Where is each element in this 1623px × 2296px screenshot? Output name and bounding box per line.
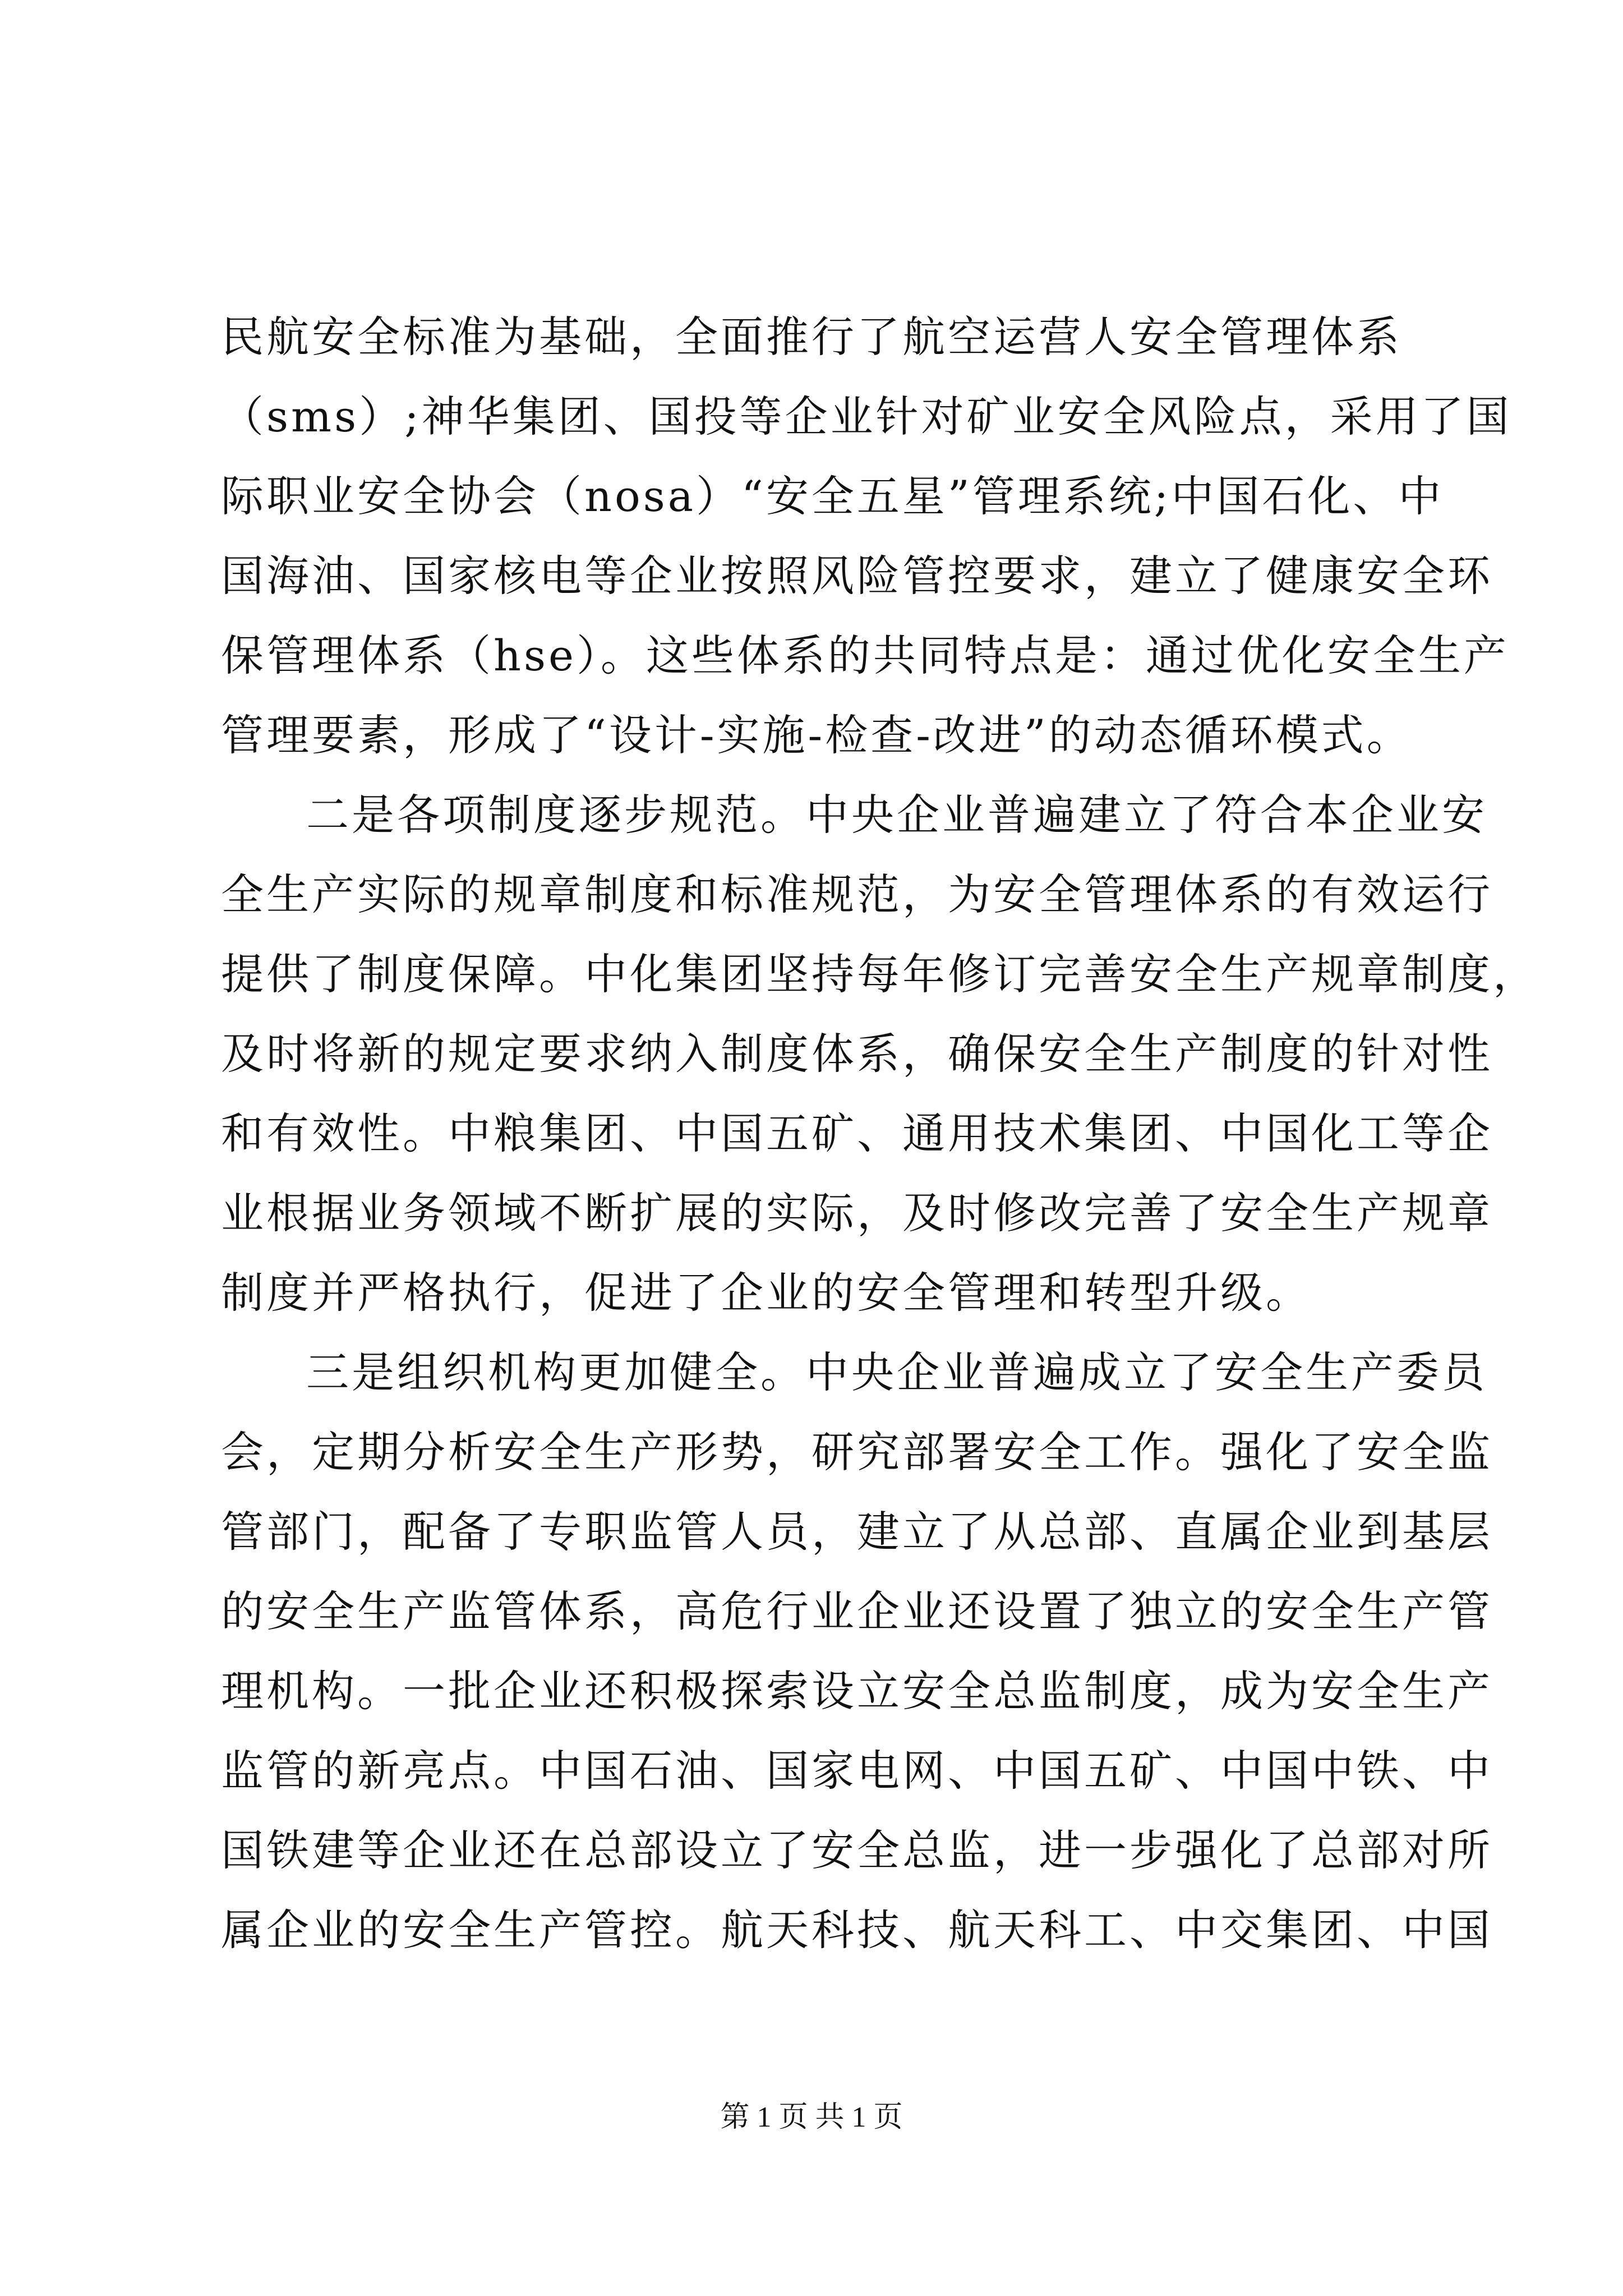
body-text (221, 297, 1538, 1970)
paragraph-line: 制度并严格执行，促进了企业的安全管理和转型升级。 (221, 1268, 1311, 1318)
paragraph-line: 业根据业务领域不断扩展的实际，及时修改完善了安全生产规章 (221, 1188, 1493, 1238)
paragraph-line: （sms）;神华集团、国投等企业针对矿业安全风险点，采用了国 (221, 392, 1512, 441)
paragraph-line: 和有效性。中粮集团、中国五矿、通用技术集团、中国化工等企 (221, 1108, 1493, 1158)
paragraph-line: 管部门，配备了专职监管人员，建立了从总部、直属企业到基层 (221, 1507, 1493, 1557)
paragraph-line: 国铁建等企业还在总部设立了安全总监，进一步强化了总部对所 (221, 1825, 1493, 1875)
paragraph-line: 理机构。一批企业还积极探索设立安全总监制度，成为安全生产 (221, 1666, 1493, 1716)
paragraph-line: 的安全生产监管体系，高危行业企业还设置了独立的安全生产管 (221, 1586, 1493, 1636)
paragraph-line: 保管理体系（hse）。这些体系的共同特点是：通过优化安全生产 (221, 631, 1509, 680)
paragraph-line: 监管的新亮点。中国石油、国家电网、中国五矿、中国中铁、中 (221, 1746, 1493, 1796)
paragraph-line: 提供了制度保障。中化集团坚持每年修订完善安全生产规章制度， (221, 949, 1538, 999)
paragraph-line: 管理要素，形成了“设计-实施-检查-改进”的动态循环模式。 (221, 710, 1412, 760)
paragraph-line: 会，定期分析安全生产形势，研究部署安全工作。强化了安全监 (221, 1427, 1493, 1477)
paragraph-line: 民航安全标准为基础，全面推行了航空运营人安全管理体系 (221, 312, 1402, 362)
paragraph-line: 全生产实际的规章制度和标准规范，为安全管理体系的有效运行 (221, 869, 1493, 919)
paragraph-line: 际职业安全协会（nosa）“安全五星”管理系统;中国石化、中 (221, 471, 1444, 521)
paragraph-line: 及时将新的规定要求纳入制度体系，确保安全生产制度的针对性 (221, 1029, 1493, 1079)
paragraph-line: 国海油、国家核电等企业按照风险管控要求，建立了健康安全环 (221, 551, 1493, 601)
page-number-footer: 第 1 页 共 1 页 (720, 2101, 903, 2133)
paragraph-line: 二是各项制度逐步规范。中央企业普遍建立了符合本企业安 (306, 790, 1487, 840)
paragraph-line: 属企业的安全生产管控。航天科技、航天科工、中交集团、中国 (221, 1905, 1493, 1955)
paragraph-line: 三是组织机构更加健全。中央企业普遍成立了安全生产委员 (306, 1347, 1487, 1397)
